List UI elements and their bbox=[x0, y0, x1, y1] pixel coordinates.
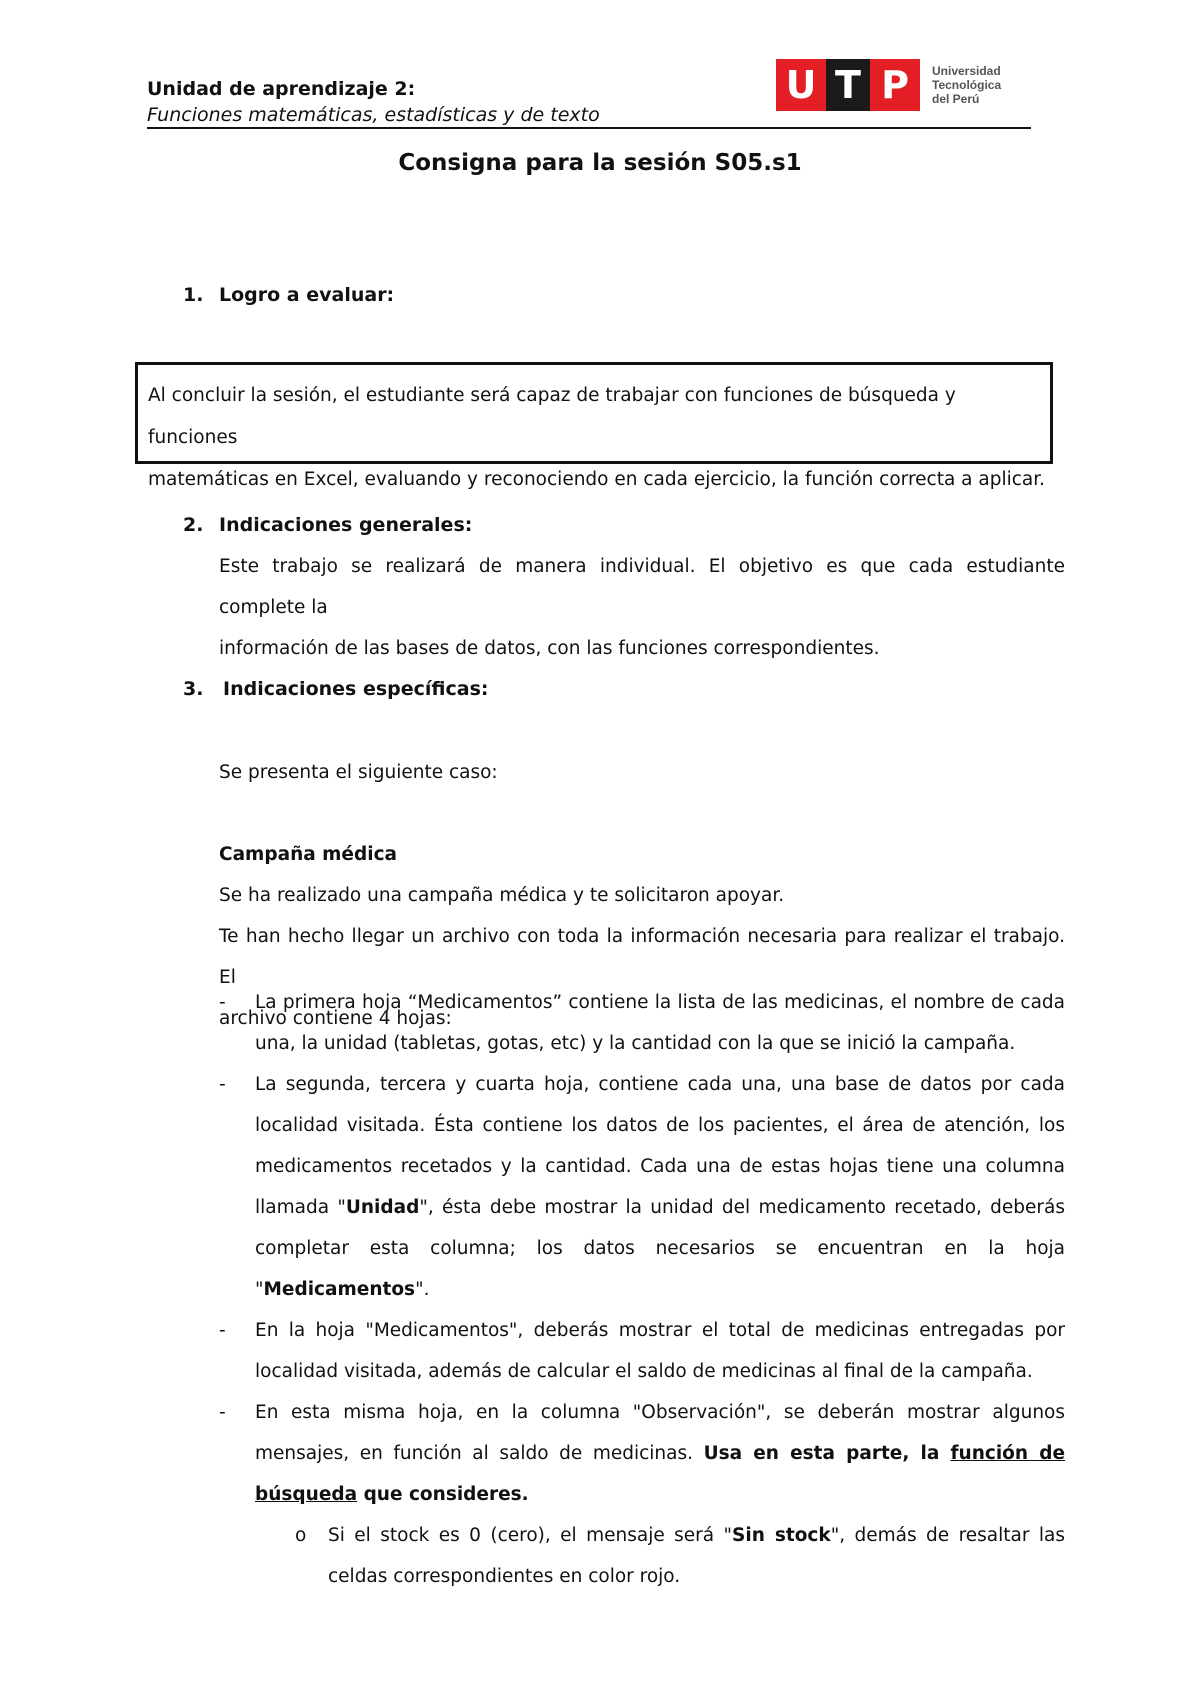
logro-box bbox=[135, 362, 1053, 490]
utp-logo-mark bbox=[776, 59, 920, 111]
logo-text-line: Universidad bbox=[932, 64, 1001, 78]
logro-line: Al concluir la sesión, el estudiante será capaz de trabajar con funciones de búsqueda y funciones bbox=[148, 385, 956, 448]
case-paragraph: Se ha realizado una campaña médica y te solicitaron apoyar. bbox=[219, 885, 785, 906]
underlined-term: función de búsqueda bbox=[255, 1443, 1065, 1505]
logro-line: matemáticas en Excel, evaluando y reconociendo en cada ejercicio, la función correcta a aplicar. bbox=[148, 469, 1046, 490]
utp-logo bbox=[776, 58, 1001, 112]
logo-text-line: Tecnológica bbox=[932, 78, 1002, 92]
bullet-dash: - bbox=[219, 992, 226, 1013]
sub-bullet-marker: o bbox=[295, 1525, 307, 1546]
unit-title: Unidad de aprendizaje 2: bbox=[147, 78, 416, 100]
section-heading: Logro a evaluar: bbox=[219, 284, 395, 306]
list-item bbox=[219, 1310, 1065, 1392]
section-logro-heading bbox=[183, 284, 394, 306]
case-paragraph: archivo contiene 4 hojas: bbox=[219, 1008, 452, 1029]
logo-letter-t-block bbox=[826, 59, 870, 111]
bold-term: Medicamentos bbox=[263, 1279, 416, 1300]
bullet-dash: - bbox=[219, 1320, 226, 1341]
logo-text-line: del Perú bbox=[932, 92, 980, 106]
section-number: 2. bbox=[183, 514, 204, 536]
section-heading: Indicaciones generales: bbox=[219, 514, 473, 536]
section-number: 1. bbox=[183, 284, 204, 306]
list-item-text: La segunda, tercera y cuarta hoja, contiene cada una, una base de datos por cada localidad visitada. Ésta contiene los datos de los pacientes, el área de atención, los medicamentos recetados y la cantidad. Cada una de estas hojas tiene una columna llamada " bbox=[255, 1074, 1065, 1218]
header-divider bbox=[147, 127, 1031, 129]
section-specific-heading bbox=[183, 678, 489, 700]
logo-letter-t: T bbox=[835, 63, 861, 107]
bold-text: que consideres. bbox=[357, 1484, 529, 1505]
list-item bbox=[219, 982, 1065, 1064]
list-item bbox=[219, 1392, 1065, 1515]
document-title: Consigna para la sesión S05.s1 bbox=[398, 150, 802, 176]
list-item-text: En esta misma hoja, en la columna "Observación", se deberán mostrar algunos mensajes, en función al saldo de medicinas. bbox=[255, 1402, 1065, 1464]
list-item-text: ", ésta debe mostrar la unidad del medicamento recetado, deberás completar esta columna; los datos necesarios se encuentran en la hoja " bbox=[255, 1197, 1065, 1300]
instructions-list bbox=[219, 982, 1065, 1597]
sub-list-item-text: ", demás de resaltar las celdas correspondientes en color rojo. bbox=[328, 1525, 1065, 1587]
list-item-text: ". bbox=[415, 1279, 430, 1300]
unit-subtitle: Funciones matemáticas, estadísticas y de texto bbox=[147, 104, 600, 126]
general-paragraph bbox=[219, 546, 1065, 669]
section-heading: Indicaciones específicas: bbox=[223, 678, 489, 700]
general-line: información de las bases de datos, con las funciones correspondientes. bbox=[219, 638, 880, 659]
general-line: Este trabajo se realizará de manera individual. El objetivo es que cada estudiante complete la bbox=[219, 556, 1065, 618]
bullet-dash: - bbox=[219, 1402, 226, 1423]
logo-letter-u: U bbox=[785, 63, 817, 107]
section-number: 3. bbox=[183, 678, 204, 700]
case-intro: Se presenta el siguiente caso: bbox=[219, 762, 498, 783]
logo-letter-p: P bbox=[881, 63, 909, 107]
logo-text bbox=[932, 64, 1001, 106]
bold-text: Usa en esta parte, la bbox=[703, 1443, 951, 1464]
list-item-text: La primera hoja “Medicamentos” contiene la lista de las medicinas, el nombre de cada una, la unidad (tabletas, gotas, etc) y la cantidad con la que se inició la campaña. bbox=[255, 992, 1065, 1054]
case-paragraph: Te han hecho llegar un archivo con toda la información necesaria para realizar el trabajo. El bbox=[219, 926, 1065, 988]
sub-list-item-text: Si el stock es 0 (cero), el mensaje será " bbox=[328, 1525, 733, 1546]
case-title: Campaña médica bbox=[219, 844, 398, 865]
bullet-dash: - bbox=[219, 1074, 226, 1095]
bold-term: Sin stock bbox=[732, 1525, 831, 1546]
bold-term: Unidad bbox=[345, 1197, 420, 1218]
sub-list-item bbox=[219, 1515, 1065, 1597]
section-general-heading bbox=[183, 514, 472, 536]
list-item bbox=[219, 1064, 1065, 1310]
list-item-text: En la hoja "Medicamentos", deberás mostrar el total de medicinas entregadas por localidad visitada, además de calcular el saldo de medicinas al final de la campaña. bbox=[255, 1320, 1065, 1382]
